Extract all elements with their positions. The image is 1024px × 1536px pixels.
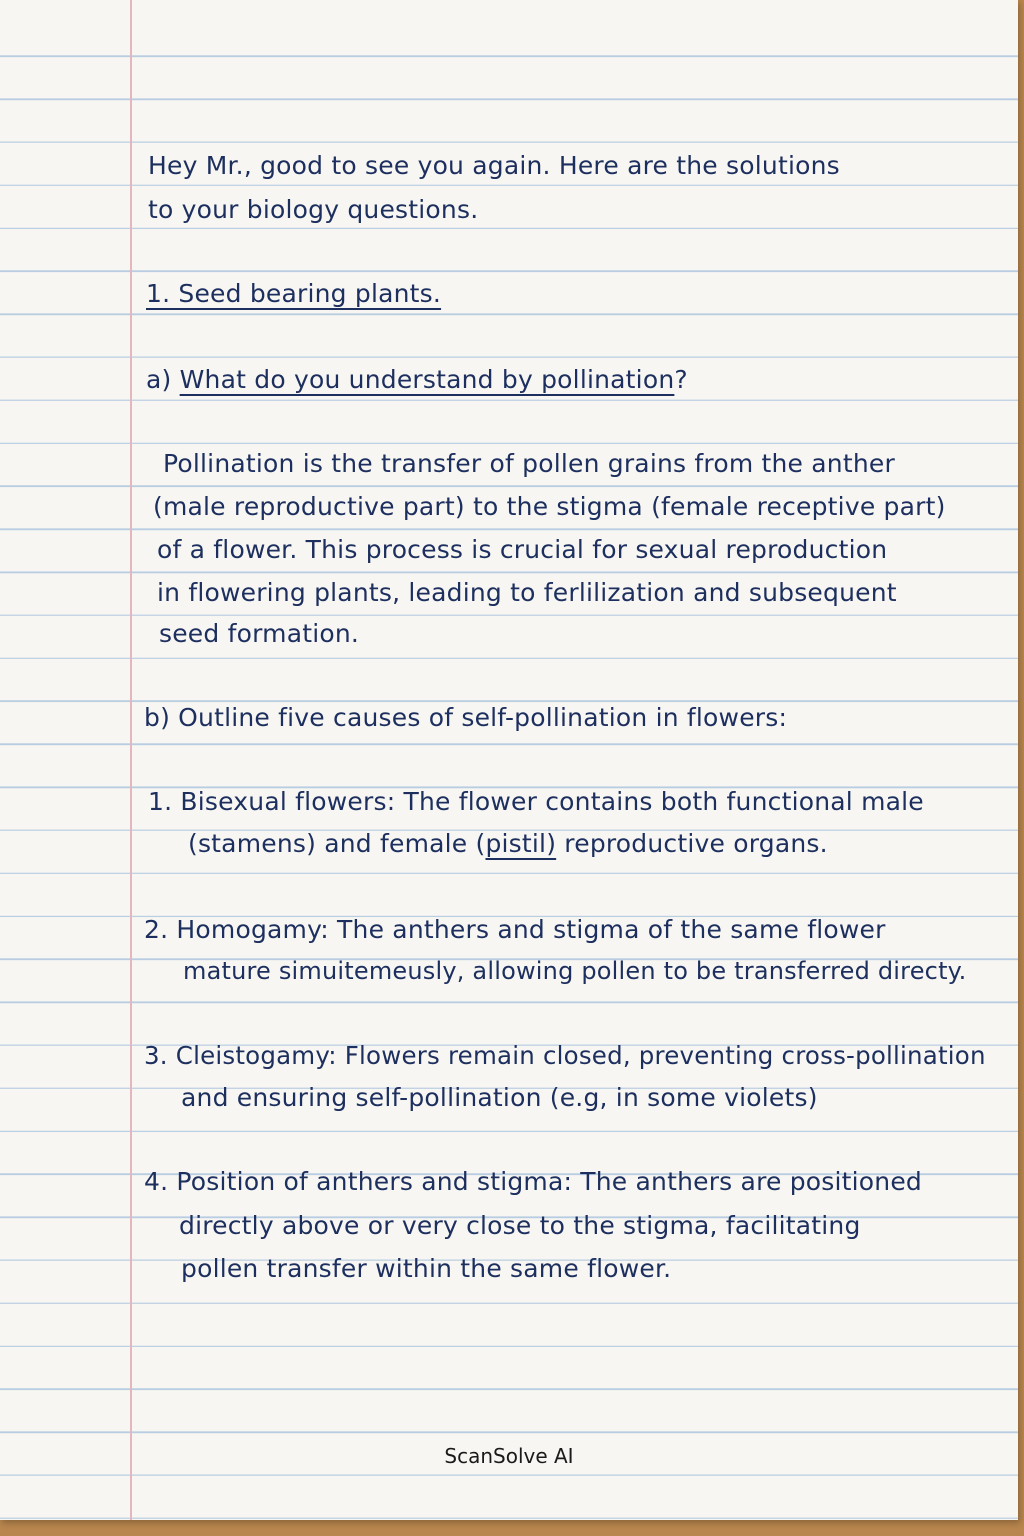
cause-1-line-2-pre: (stamens) and female ( (188, 829, 486, 858)
cause-4-text: Position of anthers and stigma: The anthers are positioned (176, 1167, 922, 1196)
answer-a-line-1: Pollination is the transfer of pollen grains from the anther (163, 449, 895, 478)
cause-1-line-2 (188, 822, 828, 865)
question-a-label: a) (146, 365, 172, 394)
cause-4-line-1 (144, 1160, 922, 1203)
cause-4-line-2: directly above or very close to the stigma, facilitating (179, 1211, 861, 1240)
answer-a-line-5: seed formation. (159, 619, 360, 648)
question-a (146, 358, 688, 401)
question-a-mark: ? (674, 365, 688, 394)
answer-a-line-4: in flowering plants, leading to ferlilization and subsequent (157, 578, 897, 607)
cause-1-text: Bisexual flowers: The flower contains both functional male (180, 787, 924, 816)
section-title: 1. Seed bearing plants. (146, 279, 442, 308)
question-a-text: What do you understand by pollination (179, 365, 675, 394)
footer-watermark: ScanSolve AI (444, 1444, 574, 1468)
greeting-line-1: Hey Mr., good to see you again. Here are the solutions (148, 151, 840, 180)
cause-3-number: 3. (144, 1041, 168, 1070)
cause-4-line-3: pollen transfer within the same flower. (181, 1254, 672, 1283)
cause-2-line-1 (144, 908, 886, 951)
cause-4-number: 4. (144, 1167, 169, 1196)
cause-2-number: 2. (144, 915, 169, 944)
cause-3-line-1 (144, 1034, 986, 1077)
answer-a-line-2: (male reproductive part) to the stigma (female receptive part) (153, 492, 946, 521)
cause-3-text: Cleistogamy: Flowers remain closed, preventing cross-pollination (175, 1041, 986, 1070)
cause-1-line-2-post: reproductive organs. (556, 829, 828, 858)
question-b: b) Outline five causes of self-pollination in flowers: (144, 703, 788, 732)
answer-a-line-3: of a flower. This process is crucial for sexual reproduction (157, 535, 888, 564)
cause-3-line-2: and ensuring self-pollination (e.g, in some violets) (181, 1083, 818, 1112)
cause-1-line-1 (148, 780, 924, 823)
cause-1-line-2-underlined: pistil) (485, 829, 557, 858)
cause-2-line-2: mature simuitemeusly, allowing pollen to be transferred directy. (183, 957, 967, 985)
greeting-line-2: to your biology questions. (148, 195, 479, 224)
cause-1-number: 1. (148, 787, 173, 816)
margin-line (130, 0, 132, 1520)
cause-2-text: Homogamy: The anthers and stigma of the same flower (176, 915, 886, 944)
